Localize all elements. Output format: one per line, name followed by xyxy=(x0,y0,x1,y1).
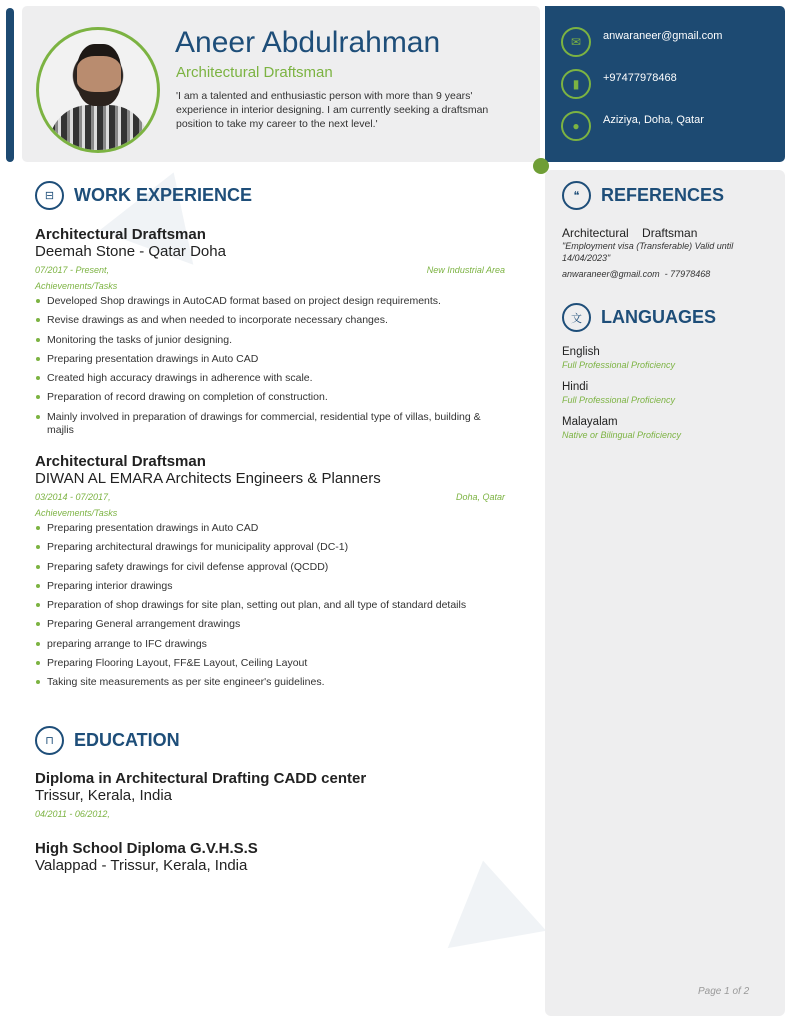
job-title: Architectural Draftsman xyxy=(35,226,206,243)
education-heading: ⊓ EDUCATION xyxy=(35,726,180,755)
contact-location: Aziziya, Doha, Qatar xyxy=(603,114,704,126)
candidate-title: Architectural Draftsman xyxy=(176,64,333,81)
translate-icon: 文 xyxy=(562,303,591,332)
list-item: Developed Shop drawings in AutoCAD format based on project design requirements. xyxy=(35,295,505,308)
candidate-name: Aneer Abdulrahman xyxy=(175,26,441,59)
achievements-label: Achievements/Tasks xyxy=(35,281,118,291)
education-place: Trissur, Kerala, India xyxy=(35,787,172,804)
list-item: Revise drawings as and when needed to incorporate necessary changes. xyxy=(35,314,505,327)
education-title: Diploma in Architectural Drafting CADD center xyxy=(35,770,367,787)
work-experience-heading: ⊟ WORK EXPERIENCE xyxy=(35,181,252,210)
graduation-icon: ⊓ xyxy=(35,726,64,755)
job-location: New Industrial Area xyxy=(426,265,505,275)
list-item: Preparing interior drawings xyxy=(35,580,505,593)
job-location: Doha, Qatar xyxy=(455,492,505,502)
language-name: Malayalam xyxy=(562,416,618,428)
reference-note: "Employment visa (Transferable) Valid until 14/04/2023" xyxy=(562,241,734,263)
language-name: Hindi xyxy=(562,381,589,393)
job-dates: 03/2014 - 07/2017, xyxy=(35,492,111,502)
list-item: Preparing safety drawings for civil defense approval (QCDD) xyxy=(35,561,505,574)
job-title: Architectural Draftsman xyxy=(35,453,206,470)
page-number: Page 1 of 2 xyxy=(698,986,750,997)
education-item xyxy=(35,840,505,874)
sidebar-panel xyxy=(545,170,785,1016)
list-item: Preparing Flooring Layout, FF&E Layout, Ceiling Layout xyxy=(35,657,505,670)
language-level: Native or Bilingual Proficiency xyxy=(562,430,682,440)
list-item: Mainly involved in preparation of drawings for commercial, residential type of villas, building & majlis xyxy=(35,411,505,437)
education-item xyxy=(35,770,505,820)
job-company: Deemah Stone - Qatar Doha xyxy=(35,243,226,260)
list-item: Taking site measurements as per site engineer's guidelines. xyxy=(35,676,505,689)
language-level: Full Professional Proficiency xyxy=(562,360,676,370)
list-item: Preparing architectural drawings for municipality approval (DC-1) xyxy=(35,541,505,554)
list-item: Preparation of shop drawings for site plan, setting out plan, and all type of standard details xyxy=(35,599,505,612)
job-company: DIWAN AL EMARA Architects Engineers & Planners xyxy=(35,470,381,487)
job-1 xyxy=(35,226,505,443)
profile-photo xyxy=(36,27,160,153)
list-item: Preparing presentation drawings in Auto CAD xyxy=(35,353,505,366)
education-dates: 04/2011 - 06/2012, xyxy=(35,809,110,819)
accent-bar xyxy=(6,8,14,162)
achievements-label: Achievements/Tasks xyxy=(35,508,118,518)
education-title: High School Diploma G.V.H.S.S xyxy=(35,840,258,857)
language-name: English xyxy=(562,346,600,358)
languages-heading: 文 LANGUAGES xyxy=(562,303,716,332)
references-heading: ❝ REFERENCES xyxy=(562,181,724,210)
phone-icon: ▮ xyxy=(561,69,591,99)
languages-list xyxy=(562,336,772,441)
references-icon: ❝ xyxy=(562,181,591,210)
job-dates: 07/2017 - Present, xyxy=(35,265,110,275)
job-2 xyxy=(35,453,505,696)
summary: 'I am a talented and enthusiastic person with more than 9 years' experience in interior designing. I am currently seeking a draftsman position to take my career to the next level.' xyxy=(176,90,489,130)
contact-panel xyxy=(545,6,785,162)
location-icon: ● xyxy=(561,111,591,141)
reference-contact: anwaraneer@gmail.com - 77978468 xyxy=(562,269,711,279)
email-icon: ✉ xyxy=(561,27,591,57)
education-place: Valappad - Trissur, Kerala, India xyxy=(35,857,248,874)
list-item: preparing arrange to IFC drawings xyxy=(35,638,505,651)
contact-phone[interactable]: +97477978468 xyxy=(603,72,677,84)
list-item: Preparing General arrangement drawings xyxy=(35,618,505,631)
briefcase-icon: ⊟ xyxy=(35,181,64,210)
contact-email[interactable]: anwaraneer@gmail.com xyxy=(603,30,723,42)
list-item: Monitoring the tasks of junior designing. xyxy=(35,334,505,347)
reference-title: Architectural Draftsman xyxy=(562,226,698,240)
list-item: Created high accuracy drawings in adherence with scale. xyxy=(35,372,505,385)
language-level: Full Professional Proficiency xyxy=(562,395,676,405)
list-item: Preparation of record drawing on completion of construction. xyxy=(35,391,505,404)
reference-item xyxy=(562,226,772,280)
list-item: Preparing presentation drawings in Auto CAD xyxy=(35,522,505,535)
